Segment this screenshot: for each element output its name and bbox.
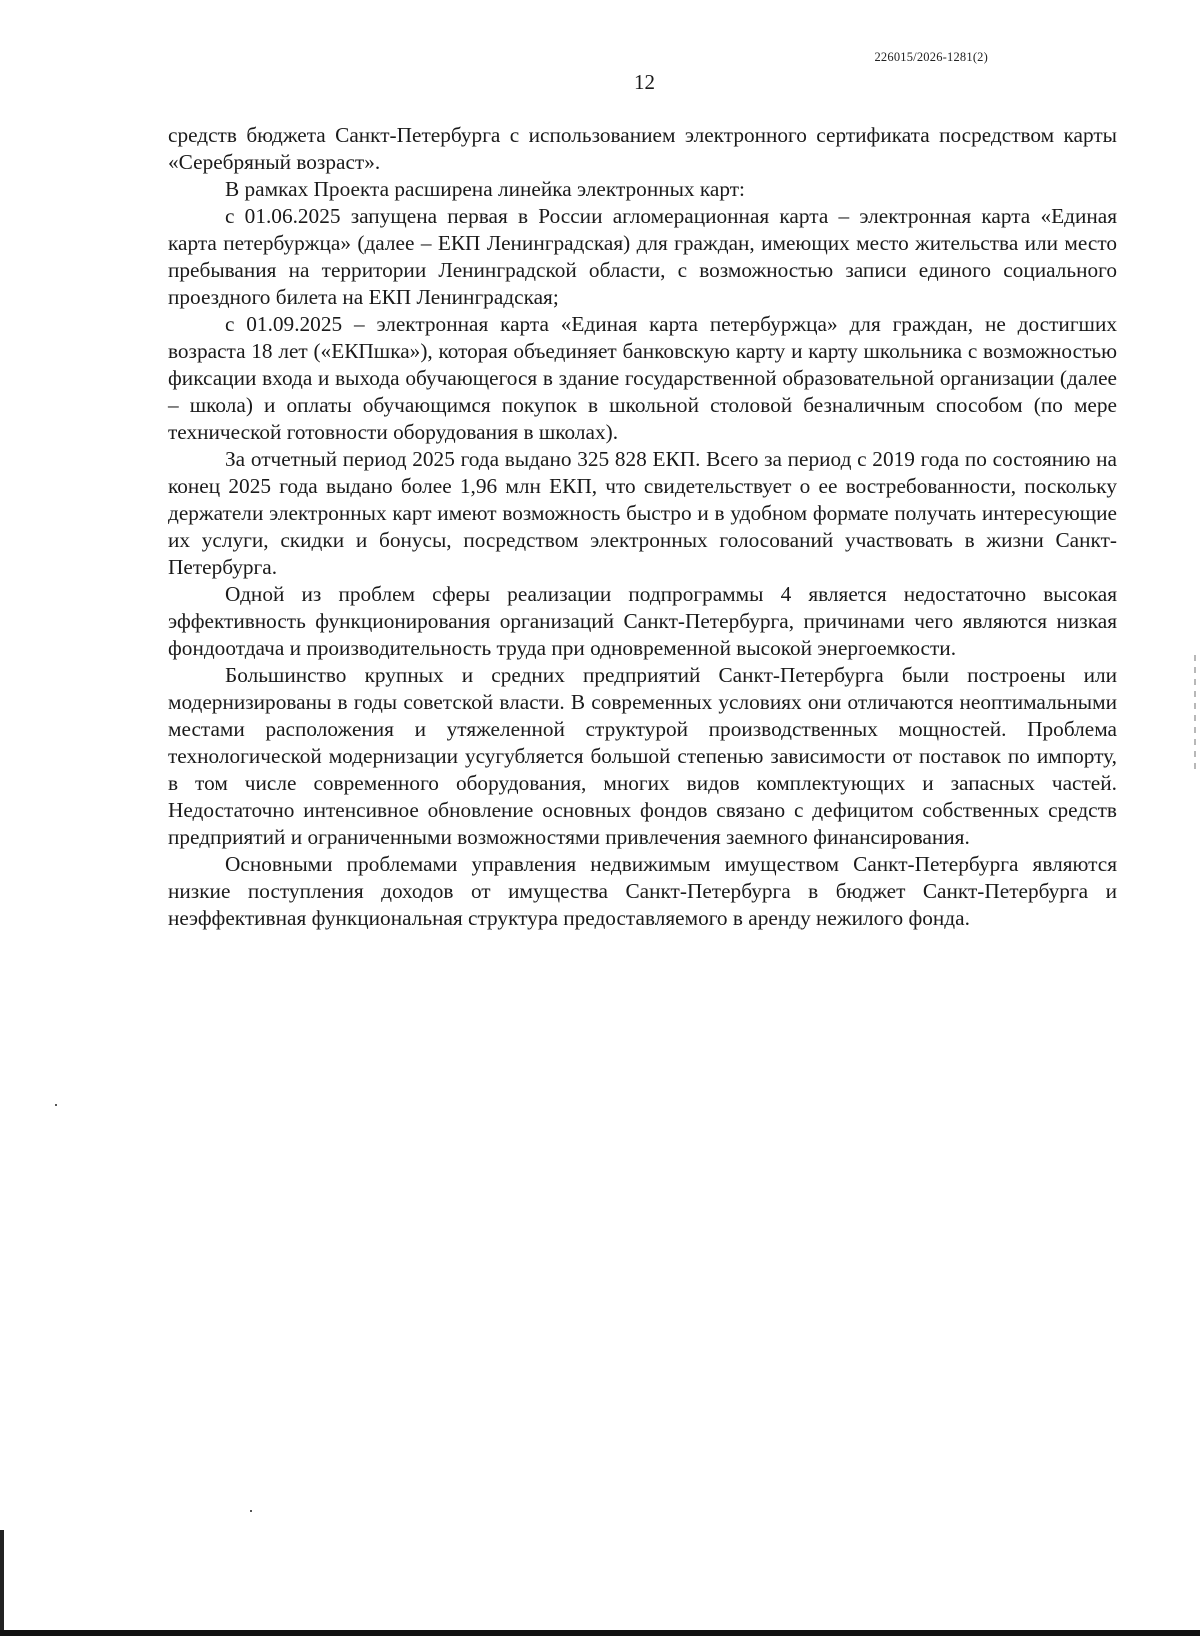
paragraph: За отчетный период 2025 года выдано 325 828 ЕКП. Всего за период с 2019 года по состоянию на конец 2025 года выдано более 1,96 млн ЕКП, что свидетельствует о ее востребованности, поскольку держатели электронных карт имеют возможность быстро и в удобном формате получать интересующие их услуги, скидки и бонусы, посредством электронных голосований участвовать в жизни Санкт-Петербурга.: [168, 447, 1117, 579]
scan-edge-shadow: [0, 1530, 4, 1636]
document-body: [168, 122, 1117, 932]
scan-speck: [55, 1104, 57, 1106]
scan-margin-marks: [1194, 655, 1196, 775]
paragraph-continuation: средств бюджета Санкт-Петербурга с использованием электронного сертификата посредством карты «Серебряный возраст».: [168, 123, 1117, 174]
page-number: 12: [634, 70, 655, 94]
document-id: 226015/2026-1281(2): [874, 50, 988, 64]
paragraph: Основными проблемами управления недвижимым имуществом Санкт-Петербурга являются низкие поступления доходов от имущества Санкт-Петербурга в бюджет Санкт-Петербурга и неэффективная функциональная структура предоставляемого в аренду нежилого фонда.: [168, 852, 1117, 930]
scan-speck: [250, 1510, 252, 1512]
paragraph: с 01.06.2025 запущена первая в России агломерационная карта – электронная карта «Единая карта петербуржца» (далее – ЕКП Ленинградская) для граждан, имеющих место жительства или место пребывания на территории Ленинградской области, с возможностью записи единого социального проездного билета на ЕКП Ленинградская;: [168, 204, 1117, 309]
paragraph: с 01.09.2025 – электронная карта «Единая карта петербуржца» для граждан, не достигших возраста 18 лет («ЕКПшка»), которая объединяет банковскую карту и карту школьника с возможностью фиксации входа и выхода обучающегося в здание государственной образовательной организации (далее – школа) и оплаты обучающимся покупок в школьной столовой безналичным способом (по мере технической готовности оборудования в школах).: [168, 312, 1117, 444]
paragraph: В рамках Проекта расширена линейка электронных карт:: [225, 177, 745, 201]
scan-bottom-edge: [0, 1630, 1200, 1636]
paragraph: Одной из проблем сферы реализации подпрограммы 4 является недостаточно высокая эффективность функционирования организаций Санкт-Петербурга, причинами чего являются низкая фондоотдача и производительность труда при одновременной высокой энергоемкости.: [168, 582, 1117, 660]
paragraph: Большинство крупных и средних предприятий Санкт-Петербурга были построены или модернизированы в годы советской власти. В современных условиях они отличаются неоптимальными местами расположения и утяжеленной структурой производственных мощностей. Проблема технологической модернизации усугубляется большой степенью зависимости от поставок по импорту, в том числе современного оборудования, многих видов комплектующих и запасных частей. Недостаточно интенсивное обновление основных фондов связано с дефицитом собственных средств предприятий и ограниченными возможностями привлечения заемного финансирования.: [168, 663, 1117, 849]
